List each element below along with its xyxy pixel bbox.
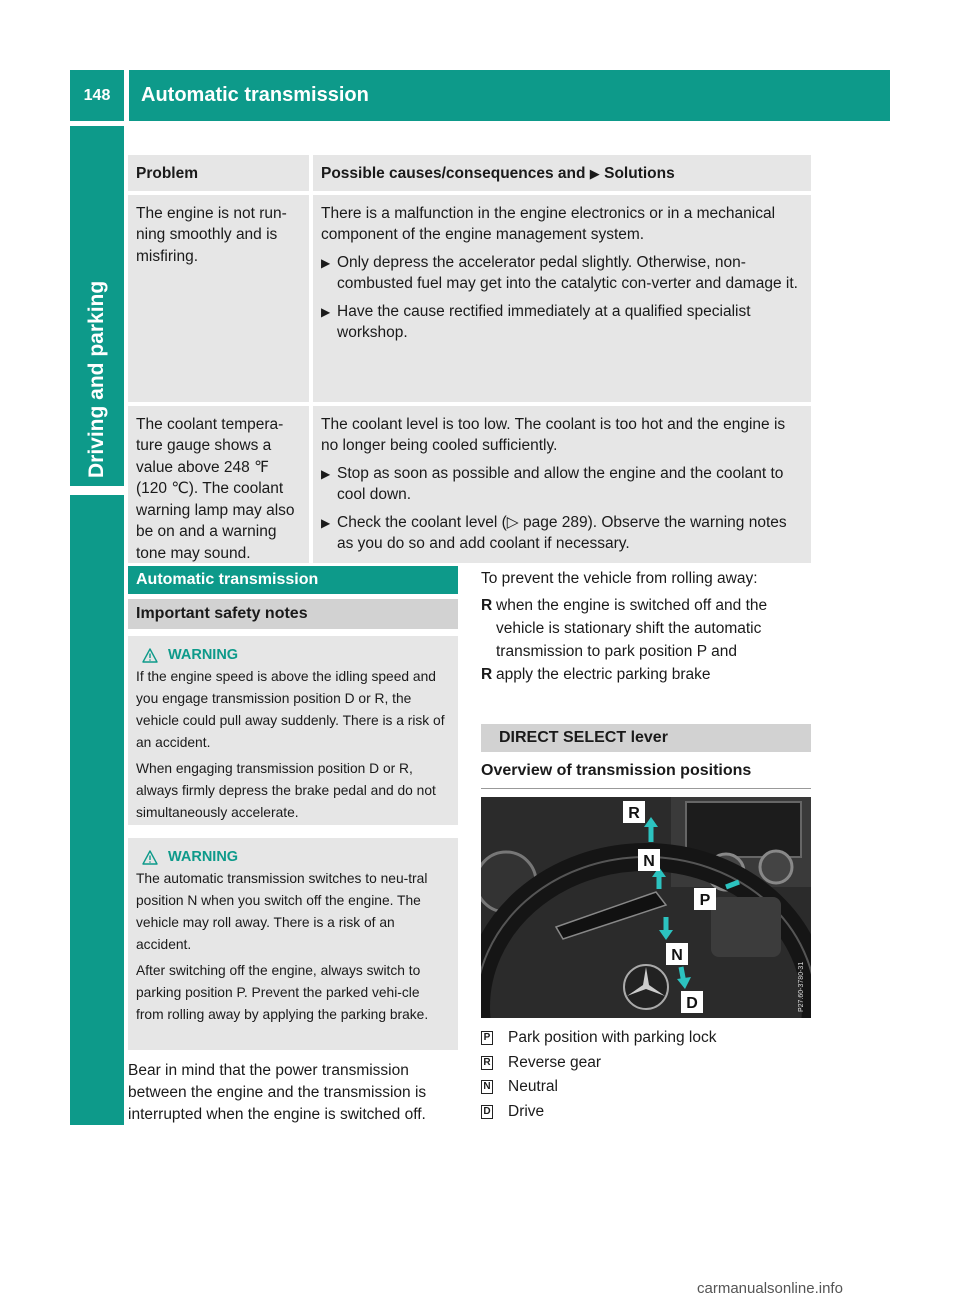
legend-item bbox=[481, 1026, 811, 1051]
problem-cell: The coolant tempera-ture gauge shows a value above 248 ℉ (120 ℃). The coolant warning lamp may also be on and a warning tone may sound. bbox=[128, 406, 309, 563]
legend-item bbox=[481, 1100, 811, 1125]
arrow-right-icon: ▶ bbox=[321, 255, 331, 270]
arrow-right-icon: ▶ bbox=[589, 166, 600, 181]
warning-triangle-icon bbox=[142, 648, 158, 663]
table-row bbox=[128, 195, 811, 402]
problem-table bbox=[128, 155, 811, 567]
position-label-r bbox=[623, 801, 645, 823]
solution-cell bbox=[313, 406, 811, 563]
step-text: Only depress the accelerator pedal slightly. Otherwise, non-combusted fuel may get into the catalytic con-verter and damage it. bbox=[337, 253, 798, 292]
table-header-row bbox=[128, 155, 811, 191]
bullet-icon: R bbox=[481, 666, 493, 683]
step-item bbox=[321, 463, 803, 506]
legend-item bbox=[481, 1051, 811, 1076]
arrow-right-icon: ▶ bbox=[321, 304, 331, 319]
body-text: Bear in mind that the power transmission between the engine and the transmission is interrupted when the engine is switched off. bbox=[128, 1062, 427, 1123]
list-item-text: when the engine is switched off and the vehicle is stationary shift the automatic transmission to park position P and bbox=[496, 597, 768, 660]
arrow-right-icon: ▶ bbox=[321, 466, 331, 481]
table-header-solutions bbox=[313, 155, 811, 191]
divider bbox=[481, 788, 811, 789]
position-label-p bbox=[694, 888, 716, 910]
legend-text: Neutral bbox=[508, 1078, 558, 1095]
position-label-n bbox=[638, 849, 660, 871]
warning-box bbox=[128, 636, 458, 825]
warning-text: After switching off the engine, always switch to parking position P. Prevent the parked vehi-cle from rolling away by applying the parking brake. bbox=[136, 963, 429, 1022]
table-header-causes: Possible causes/consequences and bbox=[321, 165, 586, 182]
list-item bbox=[481, 663, 811, 686]
legend-text: Park position with parking lock bbox=[508, 1029, 717, 1046]
step-text: Check the coolant level (▷ page 289). Observe the warning notes as you do so and add coolant if necessary. bbox=[337, 513, 787, 552]
right-intro-block bbox=[481, 567, 811, 686]
section-title: Automatic transmission bbox=[128, 566, 458, 594]
page-number: 148 bbox=[70, 70, 124, 121]
warning-text: If the engine speed is above the idling speed and you engage transmission position D or R, the vehicle could pull away suddenly. There is a risk of an accident. bbox=[136, 669, 445, 750]
svg-text:N: N bbox=[643, 853, 655, 870]
warning-header bbox=[136, 644, 450, 666]
arrow-right-icon: ▶ bbox=[321, 515, 331, 530]
warning-text: The automatic transmission switches to neu-tral position N when you switch off the engine. The vehicle may roll away. There is a risk of an accident. bbox=[136, 871, 428, 952]
list-item-text: apply the electric parking brake bbox=[496, 666, 711, 683]
step-item bbox=[321, 512, 803, 555]
position-label-n bbox=[666, 943, 688, 965]
problem-cell: The engine is not run-ning smoothly and is misfiring. bbox=[128, 195, 309, 402]
steering-wheel-photo bbox=[481, 797, 811, 1018]
legend bbox=[481, 1026, 811, 1124]
cause-text: There is a malfunction in the engine electronics or in a mechanical component of the engine management system. bbox=[321, 204, 776, 243]
table-row bbox=[128, 406, 811, 563]
legend-text: Drive bbox=[508, 1102, 545, 1120]
table-header-problem: Problem bbox=[128, 155, 309, 191]
page-title: Automatic transmission bbox=[129, 70, 890, 121]
position-label-d bbox=[681, 991, 703, 1013]
intro-text: To prevent the vehicle from rolling away: bbox=[481, 570, 758, 587]
warning-triangle-icon bbox=[142, 850, 158, 865]
section-title: DIRECT SELECT lever bbox=[481, 724, 811, 752]
key-icon: D bbox=[481, 1105, 493, 1119]
side-tab-label: Driving and parking bbox=[85, 280, 108, 478]
warning-text: When engaging transmission position D or R, always firmly depress the brake pedal and do not simultaneously accelerate. bbox=[136, 761, 436, 820]
table-header-solutions-label: Solutions bbox=[604, 165, 675, 182]
step-item bbox=[321, 252, 803, 295]
list-item bbox=[481, 594, 811, 663]
svg-text:N: N bbox=[671, 947, 683, 964]
key-icon: N bbox=[481, 1080, 493, 1094]
warning-label: WARNING bbox=[168, 849, 239, 865]
subsection-title: Important safety notes bbox=[128, 599, 458, 629]
svg-text:D: D bbox=[686, 995, 698, 1012]
warning-header bbox=[136, 846, 450, 868]
side-bar bbox=[70, 495, 124, 1125]
cause-text: The coolant level is too low. The coolant is too hot and the engine is no longer being cooled sufficiently. bbox=[321, 415, 786, 454]
warning-label: WARNING bbox=[168, 647, 239, 663]
svg-text:P: P bbox=[699, 892, 711, 909]
step-item bbox=[321, 301, 803, 344]
svg-text:R: R bbox=[628, 805, 640, 822]
key-icon: P bbox=[481, 1031, 493, 1045]
step-text: Stop as soon as possible and allow the engine and the coolant to cool down. bbox=[337, 464, 784, 503]
overview-title: Overview of transmission positions bbox=[481, 762, 752, 779]
legend-item bbox=[481, 1075, 811, 1100]
watermark: carmanualsonline.info bbox=[697, 1280, 843, 1297]
key-icon: R bbox=[481, 1056, 493, 1070]
bullet-icon: R bbox=[481, 597, 493, 614]
step-text: Have the cause rectified immediately at a qualified specialist workshop. bbox=[337, 302, 751, 341]
solution-cell bbox=[313, 195, 811, 402]
photo-code: P27.60-3780-31 bbox=[798, 961, 805, 1012]
legend-text: Reverse gear bbox=[508, 1053, 602, 1071]
warning-box bbox=[128, 838, 458, 1050]
